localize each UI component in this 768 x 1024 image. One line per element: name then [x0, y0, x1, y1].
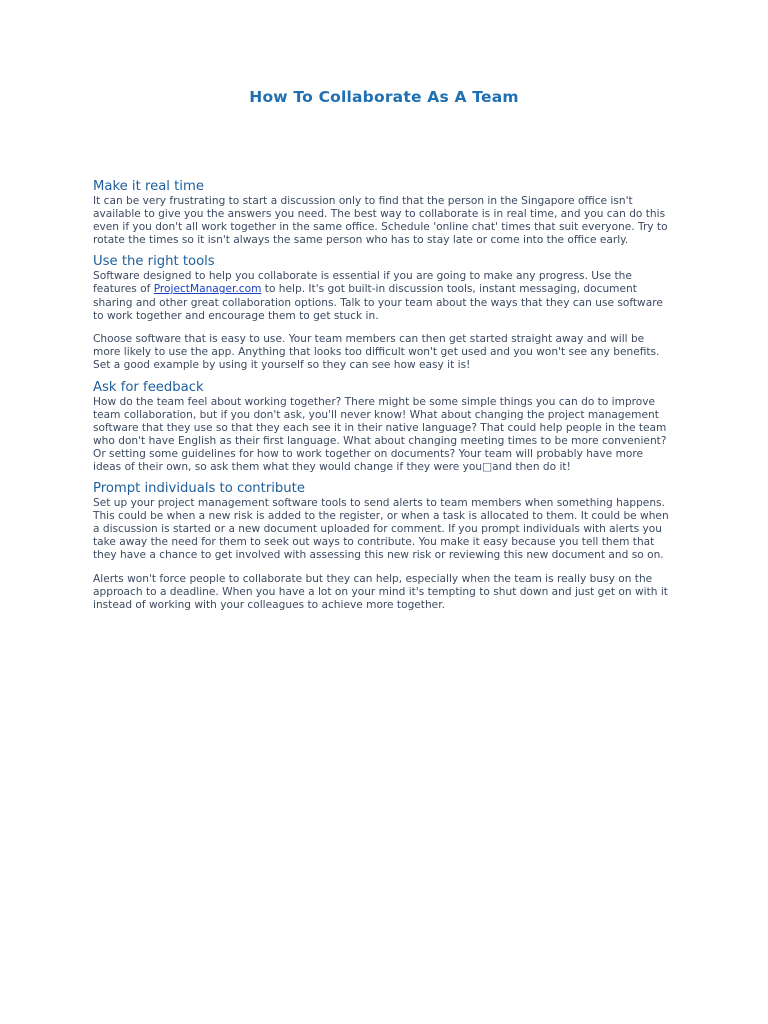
projectmanager-link[interactable]: ProjectManager.com: [153, 283, 262, 296]
section-heading: Prompt individuals to contribute: [93, 481, 305, 497]
section-make-it-real-time: [93, 179, 673, 247]
paragraph: [93, 270, 673, 322]
paragraph: Choose software that is easy to use. Your team members can then get started straight away and will be more likely to use the app. Anything that looks too difficult won't get used and you won't see any benefits. Set a good example by using it yourself so they can see how easy it is!: [93, 333, 660, 372]
paragraph: Alerts won't force people to collaborate but they can help, especially when the team is really busy on the approach to a deadline. When you have a lot on your mind it's tempting to shut down and just get on with it instead of working with your colleagues to achieve more together.: [93, 573, 668, 612]
paragraph-text: Software designed to help you collaborate is essential if you are going to make any progress. Use the features of: [93, 270, 632, 296]
section-prompt-individuals: [93, 481, 673, 612]
page-title: How To Collaborate As A Team: [249, 88, 519, 106]
section-heading: Use the right tools: [93, 254, 215, 270]
article-body: [93, 179, 673, 612]
section-heading: Ask for feedback: [93, 379, 204, 395]
paragraph: Set up your project management software tools to send alerts to team members when something happens. This could be when a new risk is added to the register, or when a task is allocated to them. It could be when a discussion is started or a new document uploaded for comment. If you prompt individuals with alerts you take away the need for them to seek out ways to contribute. You make it easy because you tell them that they have a chance to get involved with assessing this new risk or reviewing this new document and so on.: [93, 497, 669, 562]
paragraph: It can be very frustrating to start a discussion only to find that the person in the Singapore office isn't available to give you the answers you need. The best way to collaborate is in real time, and you can do this even if you don't all work together in the same office. Schedule 'online chat' times that suit everyone. Try to rotate the times so it isn't always the same person who has to stay late or come into the office early.: [93, 195, 668, 247]
section-heading: Make it real time: [93, 179, 204, 194]
section-use-the-right-tools: [93, 254, 673, 372]
paragraph: How do the team feel about working together? There might be some simple things you can do to improve team collaboration, but if you don't ask, you'll never know! What about changing the project management software that they use so that they each see it in their native language? That could help people in the team who don't have English as their first language. What about changing meeting times to be more convenient? Or setting some guidelines for how to work together on documents? Your team will probably have more ideas of their own, so ask them what they would change if they were you□and then do it!: [93, 395, 667, 473]
section-ask-for-feedback: [93, 380, 673, 475]
paragraph-text: to help. It's got built-in discussion tools, instant messaging, document sharing and other great collaboration options. Talk to your team about the ways that they can use software to work together and encourage them to get stuck in.: [93, 283, 663, 322]
